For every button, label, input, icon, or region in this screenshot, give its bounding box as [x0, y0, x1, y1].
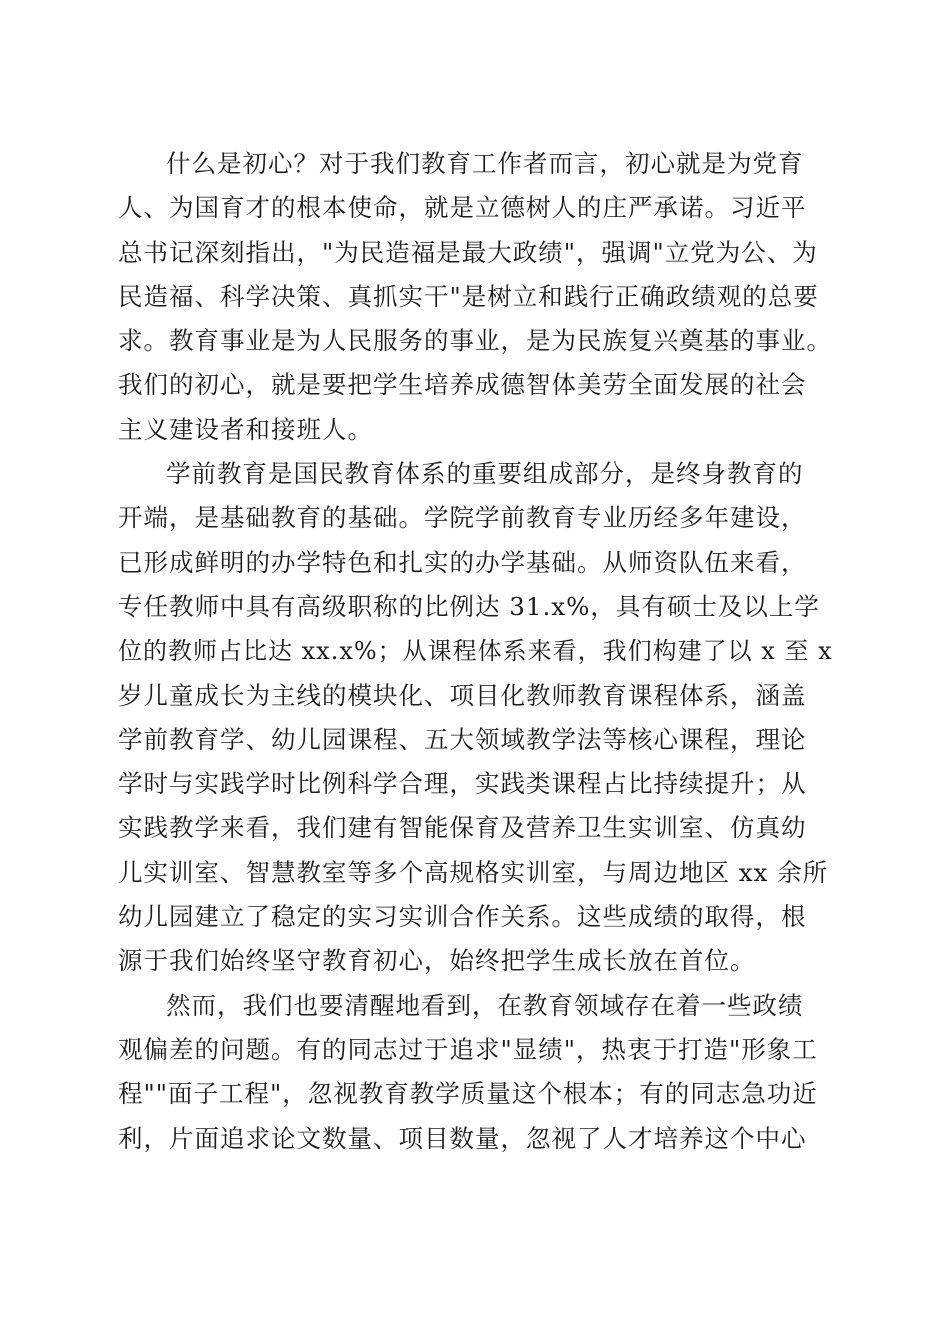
text-line: 我们的初心，就是要把学生培养成德智体美劳全面发展的社会	[118, 370, 807, 400]
text-line: 总书记深刻指出，"为民造福是最大政绩"，强调"立党为公、为	[118, 237, 818, 267]
text-line: 什么是初心？对于我们教育工作者而言，初心就是为党育	[166, 149, 804, 178]
text-line: 开端，是基础教育的基础。学院学前教育专业历经多年建设，	[118, 503, 807, 533]
text-line: 学时与实践学时比例科学合理，实践类课程占比持续提升；从	[118, 769, 807, 799]
text-line: 人、为国育才的根本使命，就是立德树人的庄严承诺。习近平	[118, 193, 807, 223]
paragraph-1	[118, 142, 838, 452]
text-line: 源于我们始终坚守教育初心，始终把学生成长放在首位。	[118, 946, 756, 976]
text-line: 学前教育是国民教育体系的重要组成部分，是终身教育的	[166, 459, 804, 489]
text-line: 然而，我们也要清醒地看到，在教育领域存在着一些政绩	[166, 990, 804, 1020]
text-line: 观偏差的问题。有的同志过于追求"显绩"，热衷于打造"形象工	[118, 1034, 818, 1064]
paragraph-3	[118, 984, 838, 1161]
text-line: 主义建设者和接班人。	[118, 414, 373, 444]
document-body	[118, 142, 838, 1161]
text-line: 幼儿园建立了稳定的实习实训合作关系。这些成绩的取得，根	[118, 902, 807, 932]
text-line: 已形成鲜明的办学特色和扎实的办学基础。从师资队伍来看，	[118, 547, 807, 577]
paragraph-2	[118, 452, 838, 984]
text-line: 民造福、科学决策、真抓实干"是树立和践行正确政绩观的总要	[118, 281, 819, 311]
text-line: 学前教育学、幼儿园课程、五大领域教学法等核心课程，理论	[118, 724, 807, 754]
text-line: 求。教育事业是为人民服务的事业，是为民族复兴奠基的事业。	[118, 326, 832, 356]
text-line: 位的教师占比达 xx.x%；从课程体系来看，我们构建了以 x 至 x	[118, 637, 833, 666]
text-line: 程""面子工程"，忽视教育教学质量这个根本；有的同志急功近	[118, 1079, 818, 1109]
text-line: 专任教师中具有高级职称的比例达 31.x%，具有硕士及以上学	[118, 591, 820, 621]
text-line: 岁儿童成长为主线的模块化、项目化教师教育课程体系，涵盖	[118, 680, 807, 710]
text-line: 利，片面追求论文数量、项目数量，忽视了人才培养这个中心	[118, 1123, 807, 1153]
text-line: 儿实训室、智慧教室等多个高规格实训室，与周边地区 xx 余所	[118, 857, 829, 887]
text-line: 实践教学来看，我们建有智能保育及营养卫生实训室、仿真幼	[118, 813, 807, 843]
